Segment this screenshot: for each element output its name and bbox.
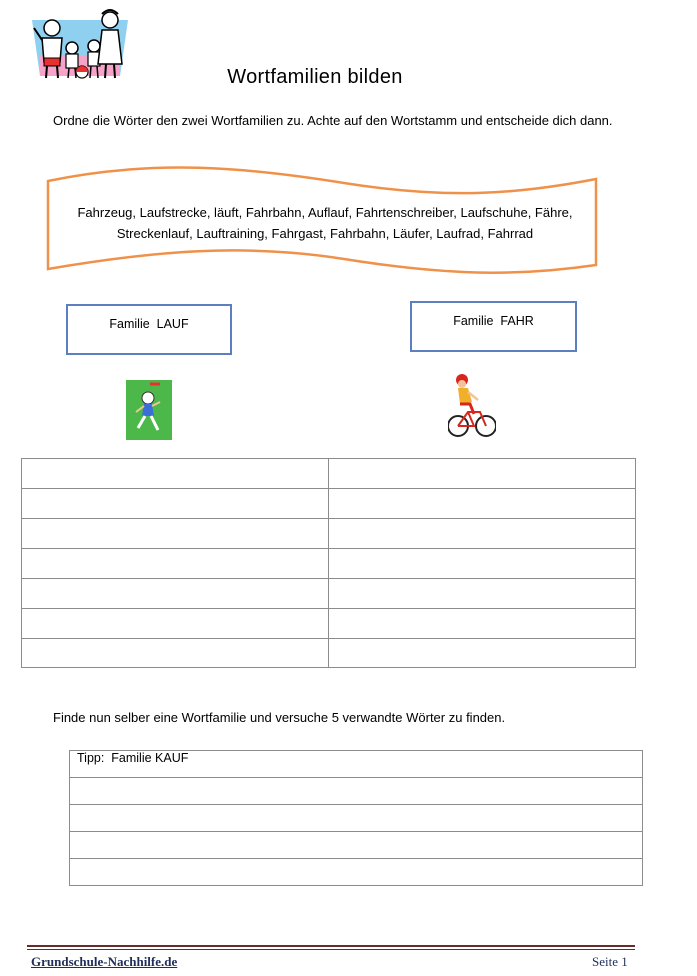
table-row xyxy=(22,489,636,519)
footer-page-number: Seite 1 xyxy=(592,954,628,969)
table-row xyxy=(70,832,643,859)
family-fahr-box xyxy=(410,301,577,352)
table-row xyxy=(70,859,643,886)
table-row xyxy=(22,519,636,549)
lauf-cell[interactable] xyxy=(22,459,329,489)
word-banner xyxy=(60,202,590,244)
footer-site-link[interactable]: Grundschule-Nachhilfe.de xyxy=(31,954,178,969)
page-title: Wortfamilien bilden xyxy=(227,66,403,88)
lauf-cell[interactable] xyxy=(22,639,329,668)
table-row xyxy=(70,778,643,805)
family-lauf-box xyxy=(66,304,232,355)
word-list-line-1: Fahrzeug, Laufstrecke, läuft, Fahrbahn, Auflauf, Fahrtenschreiber, Laufschuhe, Fähre, xyxy=(77,205,573,220)
fahr-cell[interactable] xyxy=(329,609,636,639)
fahr-cell[interactable] xyxy=(329,489,636,519)
word-cell[interactable] xyxy=(70,805,643,832)
sort-table xyxy=(21,458,636,668)
lauf-cell[interactable] xyxy=(22,489,329,519)
word-list-line-2: Streckenlauf, Lauftraining, Fahrgast, Fahrbahn, Läufer, Laufrad, Fahrrad xyxy=(116,226,534,241)
table-row xyxy=(22,549,636,579)
word-cell[interactable] xyxy=(70,778,643,805)
footer-divider xyxy=(27,945,635,947)
task2-text: Finde nun selber eine Wortfamilie und versuche 5 verwandte Wörter zu finden. xyxy=(53,710,506,725)
cyclist-clipart-icon xyxy=(448,374,496,440)
tip-table xyxy=(69,750,643,886)
table-row xyxy=(70,751,643,778)
lauf-cell[interactable] xyxy=(22,609,329,639)
word-cell[interactable] xyxy=(70,859,643,886)
fahr-cell[interactable] xyxy=(329,549,636,579)
runner-clipart-icon xyxy=(126,380,172,440)
lauf-cell[interactable] xyxy=(22,549,329,579)
table-row xyxy=(70,805,643,832)
fahr-cell[interactable] xyxy=(329,459,636,489)
instruction-text: Ordne die Wörter den zwei Wortfamilien zu. Achte auf den Wortstamm und entscheide dich dann. xyxy=(53,113,613,128)
family-lauf-label: Familie LAUF xyxy=(109,317,189,331)
fahr-cell[interactable] xyxy=(329,639,636,668)
fahr-cell[interactable] xyxy=(329,519,636,549)
tip-cell[interactable] xyxy=(70,751,643,778)
table-row xyxy=(22,459,636,489)
family-fahr-label: Familie FAHR xyxy=(453,314,534,328)
lauf-cell[interactable] xyxy=(22,579,329,609)
table-row xyxy=(22,609,636,639)
table-row xyxy=(22,639,636,668)
word-cell[interactable] xyxy=(70,832,643,859)
footer-divider-thin xyxy=(27,949,635,950)
lauf-cell[interactable] xyxy=(22,519,329,549)
fahr-cell[interactable] xyxy=(329,579,636,609)
tip-label: Tipp: Familie KAUF xyxy=(77,751,189,765)
table-row xyxy=(22,579,636,609)
